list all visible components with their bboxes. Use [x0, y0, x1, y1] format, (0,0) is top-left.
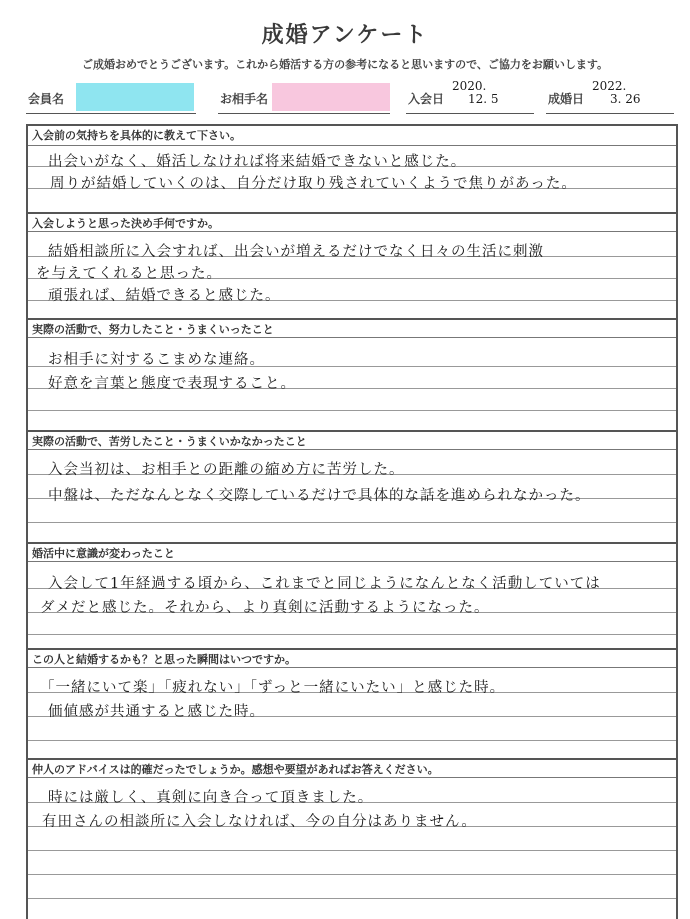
marriage-date: 3. 26	[610, 92, 641, 106]
section-marriage-moment	[28, 648, 676, 758]
join-date-field	[406, 79, 534, 114]
survey-form	[26, 124, 678, 919]
marriage-year: 2022.	[592, 79, 627, 93]
question-heading: 仲人のアドバイスは的確だったでしょうか。感想や要望があればお答えください。	[28, 758, 676, 778]
answer-line: 頑張れば、結婚できると感じた。	[48, 288, 281, 304]
intro-text: ご成婚おめでとうございます。これから婚活する方の参考になると思いますので、ご協力をお願いします。	[81, 58, 609, 71]
section-mindset-change	[28, 542, 676, 648]
section-matchmaker-advice	[28, 758, 676, 919]
join-year: 2020.	[452, 79, 487, 93]
answer-line: 周りが結婚していくのは、自分だけ取り残されていくようで焦りがあった。	[50, 176, 577, 192]
answer-line: ダメだと感じた。それから、より真剣に活動するようになった。	[40, 600, 490, 616]
section-deciding-factor	[28, 212, 676, 318]
section-efforts-success	[28, 318, 676, 430]
answer-line: 「一緒にいて楽」「疲れない」「ずっと一緒にいたい」と感じた時。	[40, 680, 506, 696]
page-title: 成婚アンケート	[261, 23, 429, 48]
question-heading: この人と結婚するかも？と思った瞬間はいつですか。	[28, 648, 676, 668]
partner-name-field	[218, 83, 390, 114]
question-heading: 婚活中に意識が変わったこと	[28, 542, 676, 562]
member-name-field	[26, 83, 196, 114]
question-heading: 入会前の気持ちを具体的に教えて下さい。	[28, 126, 676, 146]
question-heading: 実際の活動で、努力したこと・うまくいったこと	[28, 318, 676, 338]
question-heading: 入会しようと思った決め手何ですか。	[28, 212, 676, 232]
answer-line: 入会当初は、お相手との距離の縮め方に苦労した。	[48, 462, 405, 478]
marriage-date-label: 成婚日	[548, 92, 585, 106]
section-struggles	[28, 430, 676, 542]
partner-name-redaction	[272, 83, 390, 111]
answer-line: 時には厳しく、真剣に向き合って頂きました。	[48, 790, 374, 806]
answer-line: 好意を言葉と態度で表現すること。	[48, 376, 296, 392]
answer-line: お相手に対するこまめな連絡。	[48, 352, 265, 368]
member-name-redaction	[76, 83, 194, 111]
answer-line: 結婚相談所に入会すれば、出会いが増えるだけでなく日々の生活に刺激	[48, 244, 544, 260]
answer-line: 価値感が共通すると感じた時。	[48, 704, 265, 720]
join-date-label: 入会日	[408, 92, 445, 106]
marriage-date-field	[546, 79, 674, 114]
answer-line: 出会いがなく、婚活しなければ将来結婚できないと感じた。	[48, 154, 467, 170]
question-heading: 実際の活動で、苦労したこと・うまくいかなかったこと	[28, 430, 676, 450]
answer-line: 有田さんの相談所に入会しなければ、今の自分はありません。	[42, 814, 477, 830]
member-name-label: 会員名	[28, 92, 65, 106]
partner-name-label: お相手名	[220, 92, 269, 106]
answer-line: 中盤は、ただなんとなく交際しているだけで具体的な話を進められなかった。	[48, 488, 591, 504]
answer-line: 入会して1年経過する頃から、これまでと同じようになんとなく活動していては	[48, 576, 601, 592]
section-feelings-before	[28, 126, 676, 212]
join-date: 12. 5	[468, 92, 499, 106]
answer-line: を与えてくれると思った。	[36, 266, 222, 282]
